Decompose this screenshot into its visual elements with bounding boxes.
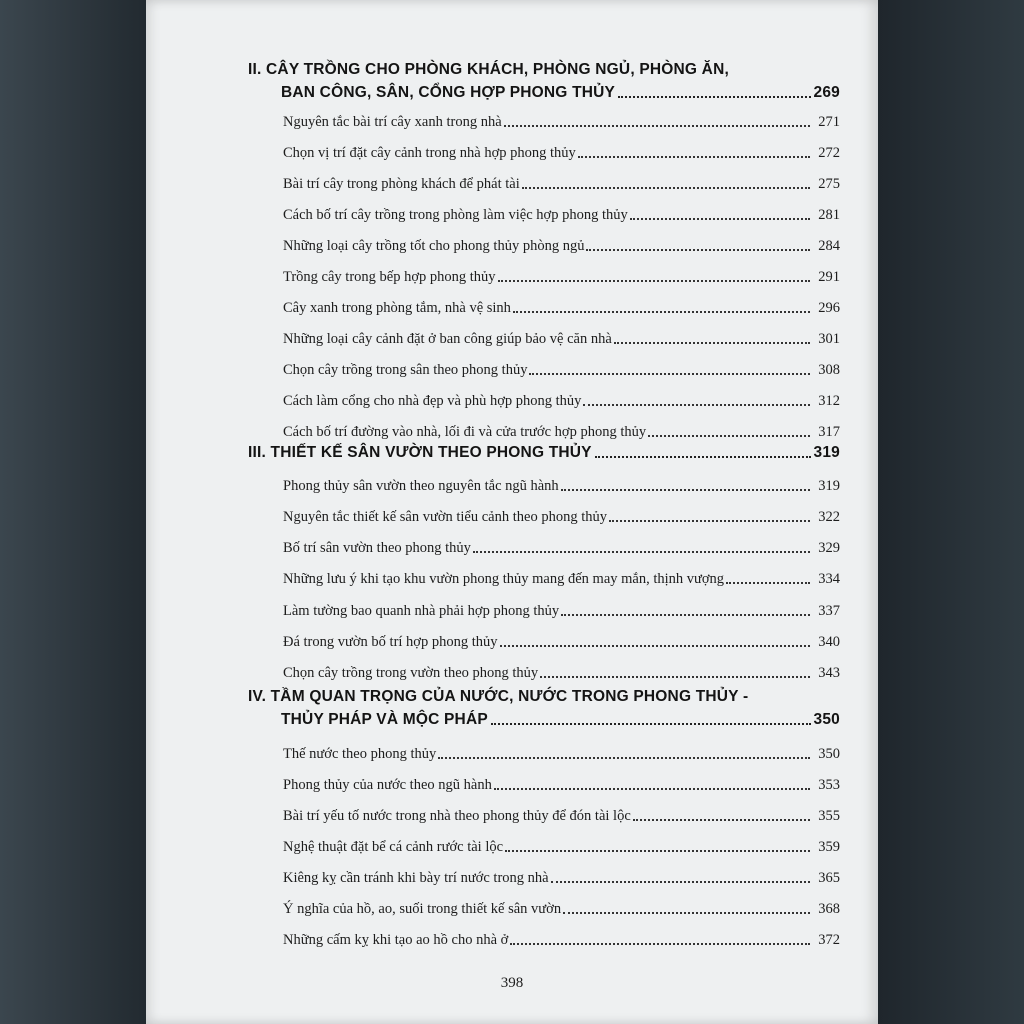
dot-leader — [491, 723, 811, 725]
page-ref: 317 — [818, 424, 840, 440]
page-ref: 359 — [818, 839, 840, 855]
dot-leader — [583, 404, 810, 406]
page-ref: 269 — [813, 84, 840, 101]
section-heading-line: THỦY PHÁP VÀ MỘC PHÁP — [281, 711, 488, 728]
entry-title: Những cấm kỵ khi tạo ao hồ cho nhà ở — [283, 932, 509, 948]
page-ref: 343 — [818, 665, 840, 681]
toc-entry — [283, 318, 840, 348]
page-ref: 372 — [818, 932, 840, 948]
page-ref: 368 — [818, 901, 840, 917]
dot-leader — [595, 456, 811, 458]
section-heading-4 — [248, 683, 840, 729]
entry-title: Những loại cây cảnh đặt ở ban công giúp bảo vệ căn nhà — [283, 331, 612, 347]
dot-leader — [609, 520, 810, 522]
toc-entry — [283, 287, 840, 317]
dot-leader — [561, 614, 810, 616]
toc-entry — [283, 163, 840, 193]
dot-leader — [498, 280, 810, 282]
toc-entry — [283, 919, 840, 949]
toc-entry — [283, 380, 840, 410]
entry-title: Bố trí sân vườn theo phong thủy — [283, 540, 471, 556]
page-ref: 329 — [818, 540, 840, 556]
entry-title: Kiêng kỵ cần tránh khi bày trí nước trong nhà — [283, 870, 549, 886]
page-ref: 350 — [813, 711, 840, 728]
entry-title: Phong thủy sân vườn theo nguyên tắc ngũ hành — [283, 478, 559, 494]
page-ref: 275 — [818, 176, 840, 192]
toc-entry — [283, 621, 840, 651]
page-ref: 350 — [818, 746, 840, 762]
toc-entry — [283, 857, 840, 887]
section-heading-3 — [248, 439, 840, 462]
section-heading-line: IV. TẦM QUAN TRỌNG CỦA NƯỚC, NƯỚC TRONG PHONG THỦY - — [248, 688, 749, 705]
entry-title: Cách làm cổng cho nhà đẹp và phù hợp phong thủy — [283, 393, 582, 409]
toc-entry — [283, 194, 840, 224]
page-ref: 308 — [818, 362, 840, 378]
toc-entry — [283, 132, 840, 162]
dot-leader — [500, 645, 811, 647]
entry-title: Cách bố trí cây trồng trong phòng làm việc hợp phong thủy — [283, 207, 628, 223]
dot-leader — [494, 788, 810, 790]
toc-entry — [283, 558, 840, 588]
dot-leader — [505, 850, 810, 852]
dot-leader — [618, 96, 810, 98]
section-heading-line: BAN CÔNG, SÂN, CỔNG HỢP PHONG THỦY — [281, 84, 616, 101]
entry-title: Trồng cây trong bếp hợp phong thủy — [283, 269, 496, 285]
toc-entry — [283, 652, 840, 682]
page-ref: 319 — [818, 478, 840, 494]
dot-leader — [648, 435, 810, 437]
page-ref: 301 — [818, 331, 840, 347]
page-ref: 353 — [818, 777, 840, 793]
dot-leader — [473, 551, 810, 553]
dot-leader — [561, 489, 810, 491]
section-heading-line: II. CÂY TRỒNG CHO PHÒNG KHÁCH, PHÒNG NGỦ, PHÒNG ĂN, — [248, 61, 729, 78]
dot-leader — [726, 582, 810, 584]
dot-leader — [633, 819, 810, 821]
entry-title: Thế nước theo phong thủy — [283, 746, 437, 762]
toc-entry — [283, 101, 840, 131]
dot-leader — [438, 757, 810, 759]
toc-entry — [283, 496, 840, 526]
entry-title: Cây xanh trong phòng tắm, nhà vệ sinh — [283, 300, 511, 316]
toc-entry — [283, 225, 840, 255]
section-heading-2 — [248, 56, 840, 102]
entry-title: Bài trí cây trong phòng khách để phát tài — [283, 176, 520, 192]
entry-title: Đá trong vườn bố trí hợp phong thủy — [283, 634, 498, 650]
toc-entry — [283, 256, 840, 286]
toc-entry — [283, 411, 840, 441]
dot-leader — [578, 156, 810, 158]
page-ref: 355 — [818, 808, 840, 824]
entry-title: Làm tường bao quanh nhà phải hợp phong thủy — [283, 603, 560, 619]
dot-leader — [563, 912, 810, 914]
page-ref: 365 — [818, 870, 840, 886]
entry-title: Nguyên tắc thiết kế sân vườn tiểu cảnh theo phong thủy — [283, 509, 607, 525]
dot-leader — [586, 249, 810, 251]
dot-leader — [551, 881, 810, 883]
dot-leader — [630, 218, 810, 220]
entry-title: Những loại cây trồng tốt cho phong thủy phòng ngủ — [283, 238, 585, 254]
toc-entry — [283, 826, 840, 856]
entry-title: Nguyên tắc bài trí cây xanh trong nhà — [283, 114, 502, 130]
toc-entry — [283, 349, 840, 379]
entry-title: Bài trí yếu tố nước trong nhà theo phong thủy để đón tài lộc — [283, 808, 631, 824]
page-number: 398 — [500, 975, 524, 991]
page-ref: 334 — [818, 571, 840, 587]
entry-title: Ý nghĩa của hồ, ao, suối trong thiết kế sân vườn — [283, 901, 562, 917]
section-heading-line: III. THIẾT KẾ SÂN VƯỜN THEO PHONG THỦY — [248, 444, 592, 461]
dot-leader — [510, 943, 810, 945]
page-ref: 271 — [818, 114, 840, 130]
dot-leader — [540, 676, 810, 678]
page-ref: 291 — [818, 269, 840, 285]
dot-leader — [513, 311, 810, 313]
entry-title: Chọn cây trồng trong sân theo phong thủy — [283, 362, 528, 378]
page-ref: 340 — [818, 634, 840, 650]
dot-leader — [529, 373, 810, 375]
toc-entry — [283, 733, 840, 763]
entry-title: Chọn cây trồng trong vườn theo phong thủy — [283, 665, 539, 681]
page-ref: 284 — [818, 238, 840, 254]
dot-leader — [504, 125, 810, 127]
toc-entry — [283, 764, 840, 794]
toc-entry — [283, 527, 840, 557]
dot-leader — [614, 342, 810, 344]
page-ref: 337 — [818, 603, 840, 619]
page-ref: 312 — [818, 393, 840, 409]
toc-entry — [283, 888, 840, 918]
toc-entry — [283, 465, 840, 495]
toc-entry — [283, 795, 840, 825]
page-ref: 296 — [818, 300, 840, 316]
entry-title: Nghệ thuật đặt bể cá cảnh rước tài lộc — [283, 839, 504, 855]
dot-leader — [522, 187, 810, 189]
page-ref: 272 — [818, 145, 840, 161]
entry-title: Những lưu ý khi tạo khu vườn phong thủy mang đến may mắn, thịnh vượng — [283, 571, 725, 587]
toc-entry — [283, 590, 840, 620]
entry-title: Cách bố trí đường vào nhà, lối đi và cửa trước hợp phong thủy — [283, 424, 647, 440]
entry-title: Phong thủy của nước theo ngũ hành — [283, 777, 492, 793]
page-ref: 281 — [818, 207, 840, 223]
page-ref: 322 — [818, 509, 840, 525]
page-ref: 319 — [813, 444, 840, 461]
entry-title: Chọn vị trí đặt cây cảnh trong nhà hợp phong thủy — [283, 145, 576, 161]
